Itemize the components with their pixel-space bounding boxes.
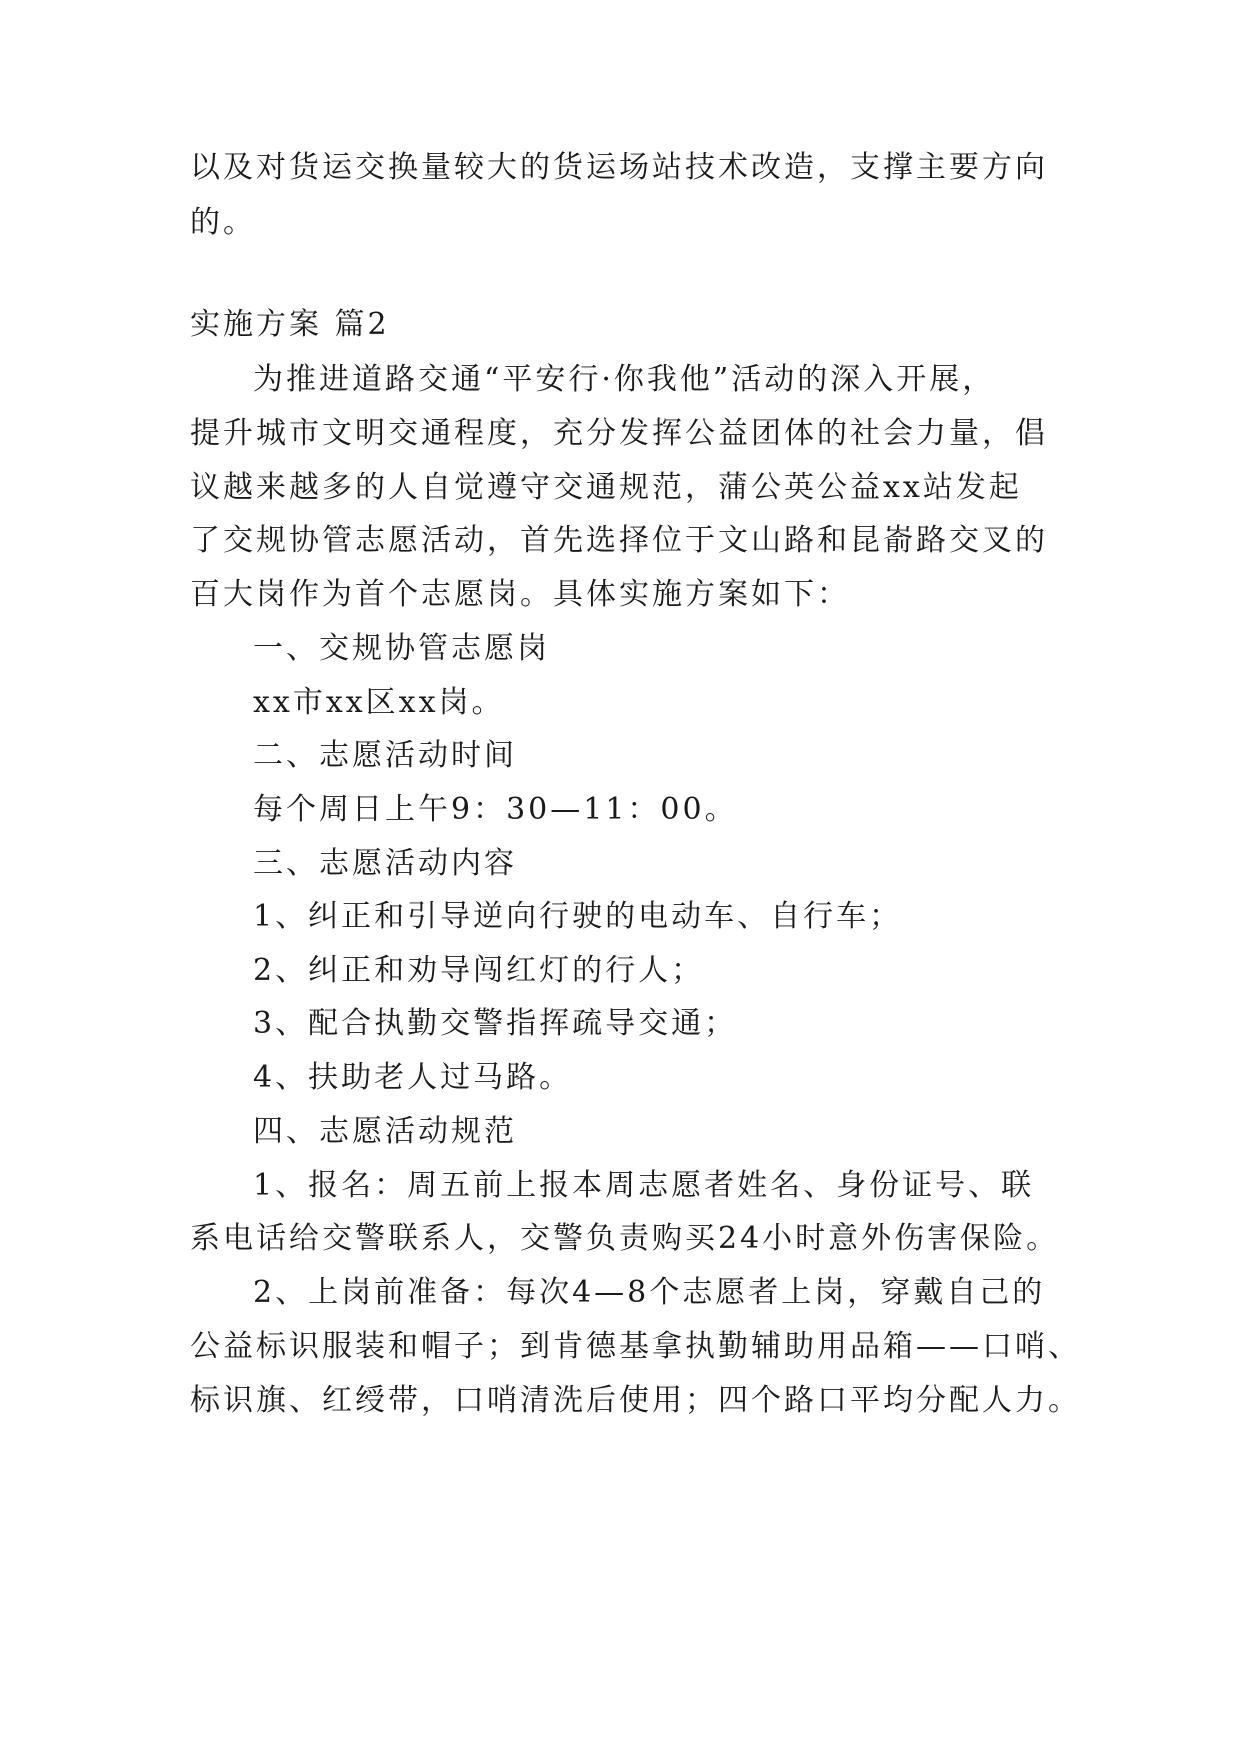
heading-one: 一、交规协管志愿岗 (253, 631, 550, 666)
rule-2-line-2: 公益标识服装和帽子；到肯德基拿执勤辅助用品箱——口哨、 (190, 1329, 1081, 1364)
content-item-4: 4、扶助老人过马路。 (253, 1060, 573, 1095)
heading-three: 三、志愿活动内容 (253, 846, 517, 881)
paragraph-intro-line-4: 了交规协管志愿活动，首先选择位于文山路和昆嵛路交叉的 (190, 523, 1048, 558)
rule-2-line-3: 标识旗、红绶带，口哨清洗后使用；四个路口平均分配人力。 (190, 1383, 1081, 1418)
paragraph-intro-line-5: 百大岗作为首个志愿岗。具体实施方案如下： (190, 577, 850, 612)
body-line-1: 以及对货运交换量较大的货运场站技术改造，支撑主要方向 (190, 150, 1048, 185)
rule-1-line-1: 1、报名：周五前上报本周志愿者姓名、身份证号、联 (253, 1168, 1035, 1203)
content-item-2: 2、纠正和劝导闯红灯的行人； (253, 953, 705, 988)
section-title: 实施方案 篇2 (190, 307, 390, 342)
content-item-3: 3、配合执勤交警指挥疏导交通； (253, 1006, 738, 1041)
heading-two: 二、志愿活动时间 (253, 738, 517, 773)
time-text: 每个周日上午9：30—11：00。 (253, 792, 738, 827)
rule-1-line-2: 系电话给交警联系人，交警负责购买24小时意外伤害保险。 (190, 1221, 1060, 1256)
paragraph-intro-line-3: 议越来越多的人自觉遵守交通规范，蒲公英公益xx站发起 (190, 470, 1022, 505)
paragraph-intro-line-2: 提升城市文明交通程度，充分发挥公益团体的社会力量，倡 (190, 416, 1048, 451)
rule-2-line-1: 2、上岗前准备：每次4—8个志愿者上岗，穿戴自己的 (253, 1275, 1046, 1310)
heading-four: 四、志愿活动规范 (253, 1114, 517, 1149)
content-item-1: 1、纠正和引导逆向行驶的电动车、自行车； (253, 899, 903, 934)
location-text: xx市xx区xx岗。 (253, 685, 505, 720)
body-line-2: 的。 (190, 205, 256, 240)
paragraph-intro-line-1: 为推进道路交通“平安行·你我他”活动的深入开展， (253, 362, 996, 397)
